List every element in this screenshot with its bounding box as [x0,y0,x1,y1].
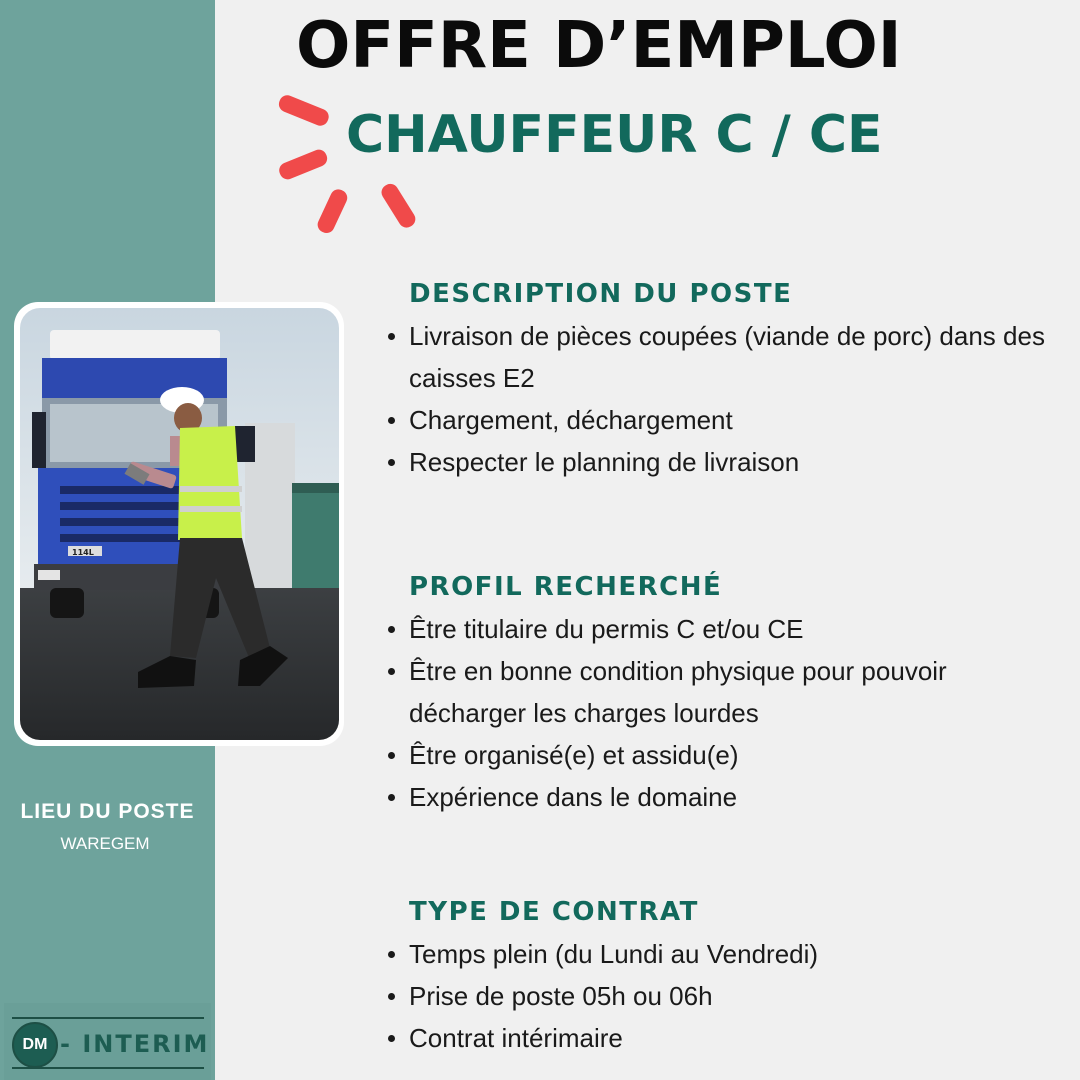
description-heading: DESCRIPTION DU POSTE [409,279,793,309]
logo-initials-badge: DM [12,1022,58,1068]
logo-top-line [12,1017,204,1019]
list-item: Chargement, déchargement [388,399,1068,441]
list-item: Prise de poste 05h ou 06h [388,975,1068,1017]
list-item: Être titulaire du permis C et/ou CE [388,608,1068,650]
profil-section [388,572,1068,818]
description-section [388,279,1068,483]
list-item: Être en bonne condition physique pour pouvoir décharger les charges lourdes [388,650,1068,734]
list-item: Contrat intérimaire [388,1017,1068,1059]
job-title: CHAUFFEUR C / CE [346,105,883,165]
contrat-section [388,897,1068,1059]
description-list [388,315,1068,483]
profil-list [388,608,1068,818]
list-item: Respecter le planning de livraison [388,441,1068,483]
list-item: Livraison de pièces coupées (viande de porc) dans des caisses E2 [388,315,1068,399]
list-item: Expérience dans le domaine [388,776,1068,818]
logo-name: - INTERIM [60,1030,210,1058]
company-logo [4,1003,211,1080]
truck-plate-text: 114L [72,548,94,557]
profil-heading: PROFIL RECHERCHÉ [409,572,723,602]
contrat-heading: TYPE DE CONTRAT [409,897,699,927]
page-title: OFFRE D’EMPLOI [296,9,902,83]
list-item: Temps plein (du Lundi au Vendredi) [388,933,1068,975]
location-label: LIEU DU POSTE [20,800,195,823]
contrat-list [388,933,1068,1059]
truck-driver-photo [20,308,339,740]
logo-bottom-line [12,1067,204,1069]
location-value: WAREGEM [60,834,150,853]
list-item: Être organisé(e) et assidu(e) [388,734,1068,776]
